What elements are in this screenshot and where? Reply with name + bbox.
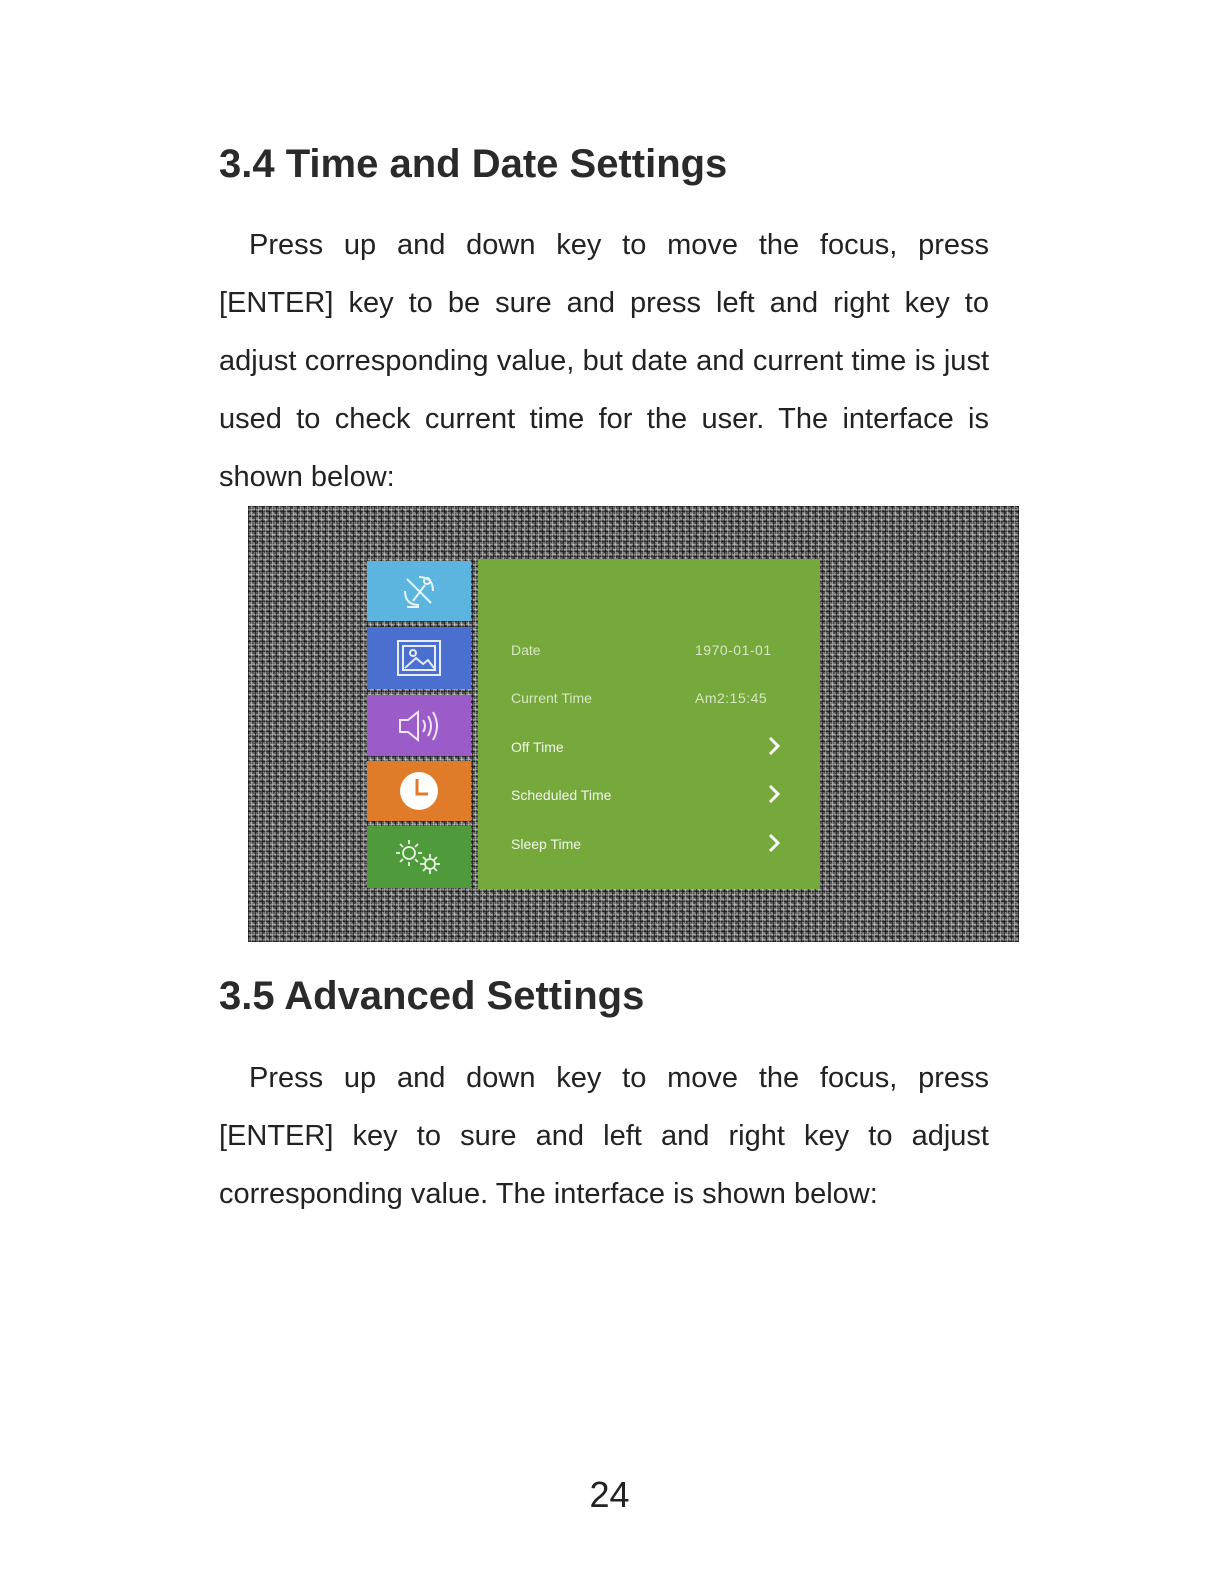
date-label: Date — [511, 642, 541, 658]
page-number: 24 — [589, 1474, 630, 1515]
current-time-row[interactable] — [511, 684, 771, 714]
gears-icon — [392, 837, 446, 877]
sidebar-item-time[interactable] — [367, 761, 471, 821]
chevron-right-icon — [767, 735, 781, 757]
scheduled-time-row[interactable] — [511, 781, 771, 811]
section-body-advanced: Press up and down key to move the focus, press [ENTER] key to sure and left and right key to adjust corresponding value. The interface is shown below: — [219, 1062, 989, 1210]
picture-icon — [396, 639, 442, 677]
sidebar-item-picture[interactable] — [367, 627, 471, 689]
clock-icon — [398, 770, 440, 812]
sleep-time-label: Sleep Time — [511, 836, 582, 852]
current-time-label: Current Time — [511, 690, 592, 706]
section-heading-advanced: 3.5 Advanced Settings — [219, 974, 645, 1018]
sidebar-item-advanced[interactable] — [367, 826, 471, 888]
off-time-label: Off Time — [511, 739, 564, 755]
scheduled-time-label: Scheduled Time — [511, 787, 612, 803]
section-body-time-date: Press up and down key to move the focus, press [ENTER] key to be sure and press left and right key to adjust corresponding value, but date and current time is just used to check current time for the user. The interface is shown below: — [219, 229, 989, 493]
date-value: 1970-01-01 — [695, 642, 772, 658]
date-row[interactable] — [511, 636, 771, 666]
satellite-dish-icon — [399, 571, 439, 611]
section-heading-time-date: 3.4 Time and Date Settings — [219, 142, 728, 186]
time-settings-panel — [478, 559, 820, 889]
sidebar-item-sound[interactable] — [367, 695, 471, 756]
sleep-time-row[interactable] — [511, 830, 771, 860]
sidebar-item-channel[interactable] — [367, 561, 471, 621]
speaker-icon — [397, 708, 441, 744]
chevron-right-icon — [767, 783, 781, 805]
chevron-right-icon — [767, 832, 781, 854]
settings-screenshot — [248, 506, 1019, 942]
current-time-value: Am2:15:45 — [695, 690, 768, 706]
off-time-row[interactable] — [511, 733, 771, 763]
